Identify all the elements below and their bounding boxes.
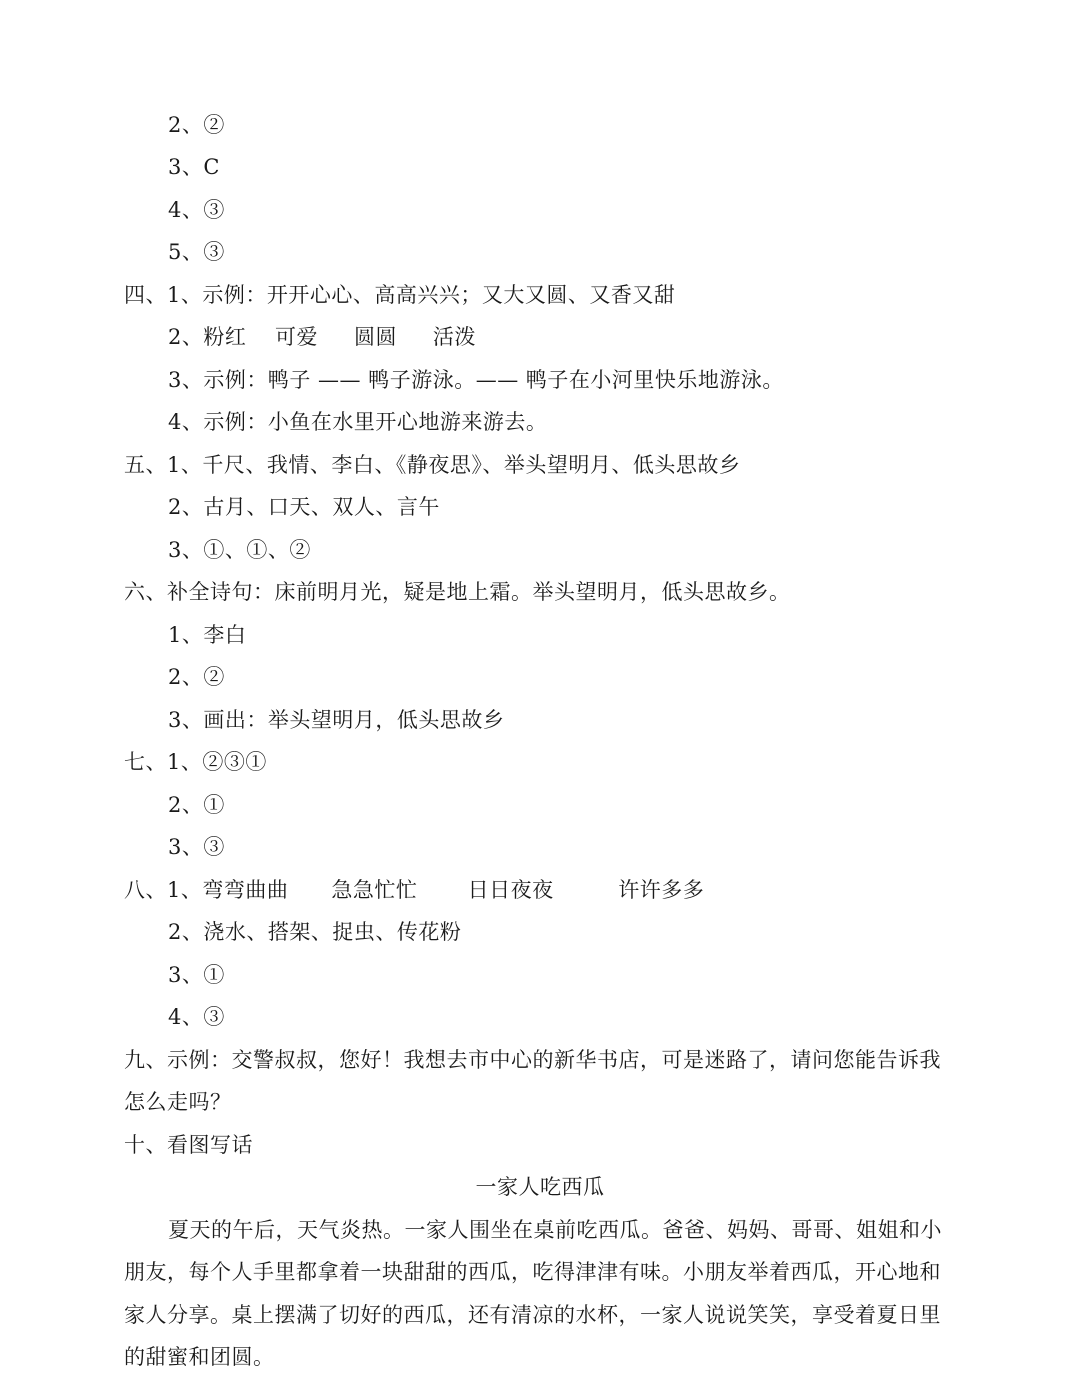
section-eight-line: 八、1、弯弯曲曲 急急忙忙 日日夜夜 许许多多 (124, 878, 705, 902)
answer-line: 3、①、①、② (168, 538, 311, 562)
section-six-line: 六、补全诗句：床前明月光，疑是地上霜。举头望明月，低头思故乡。 (124, 580, 791, 604)
answer-line: 4、示例：小鱼在水里开心地游来游去。 (168, 410, 548, 434)
section-seven-line: 七、1、②③① (124, 750, 267, 774)
section-four-line: 四、1、示例：开开心心、高高兴兴；又大又圆、又香又甜 (124, 283, 676, 307)
essay-title: 一家人吃西瓜 (475, 1175, 605, 1199)
section-nine-line: 九、示例：交警叔叔，您好！我想去市中心的新华书店，可是迷路了，请问您能告诉我 (124, 1048, 941, 1072)
answer-line: 5、③ (168, 240, 225, 264)
answer-line: 3、画出：举头望明月，低头思故乡 (168, 708, 505, 732)
answer-line: 3、① (168, 963, 225, 987)
section-nine-line-cont: 怎么走吗？ (124, 1090, 232, 1114)
answer-line: 4、③ (168, 198, 225, 222)
answer-line: 2、① (168, 793, 225, 817)
essay-paragraph-line: 的甜蜜和团圆。 (124, 1345, 275, 1369)
section-ten-heading: 十、看图写话 (124, 1133, 253, 1157)
essay-paragraph-line: 家人分享。桌上摆满了切好的西瓜，还有清凉的水杯，一家人说说笑笑，享受着夏日里 (124, 1303, 941, 1327)
answer-line: 2、古月、口天、双人、言午 (168, 495, 440, 519)
answer-line: 3、C (168, 155, 220, 179)
answer-line: 2、② (168, 113, 225, 137)
section-five-line: 五、1、千尺、我情、李白、《静夜思》、举头望明月、低头思故乡 (124, 453, 741, 477)
essay-paragraph-line: 夏天的午后，天气炎热。一家人围坐在桌前吃西瓜。爸爸、妈妈、哥哥、姐姐和小 (168, 1218, 942, 1242)
answer-line: 4、③ (168, 1005, 225, 1029)
answer-line: 2、粉红 可爱 圆圆 活泼 (168, 325, 476, 349)
answer-line: 3、③ (168, 835, 225, 859)
answer-line: 2、浇水、搭架、捉虫、传花粉 (168, 920, 462, 944)
answer-line: 1、李白 (168, 623, 247, 647)
answer-line: 2、② (168, 665, 225, 689)
essay-paragraph-line: 朋友，每个人手里都拿着一块甜甜的西瓜，吃得津津有味。小朋友举着西瓜，开心地和 (124, 1260, 941, 1284)
answer-line: 3、示例：鸭子 —— 鸭子游泳。—— 鸭子在小河里快乐地游泳。 (168, 368, 784, 392)
